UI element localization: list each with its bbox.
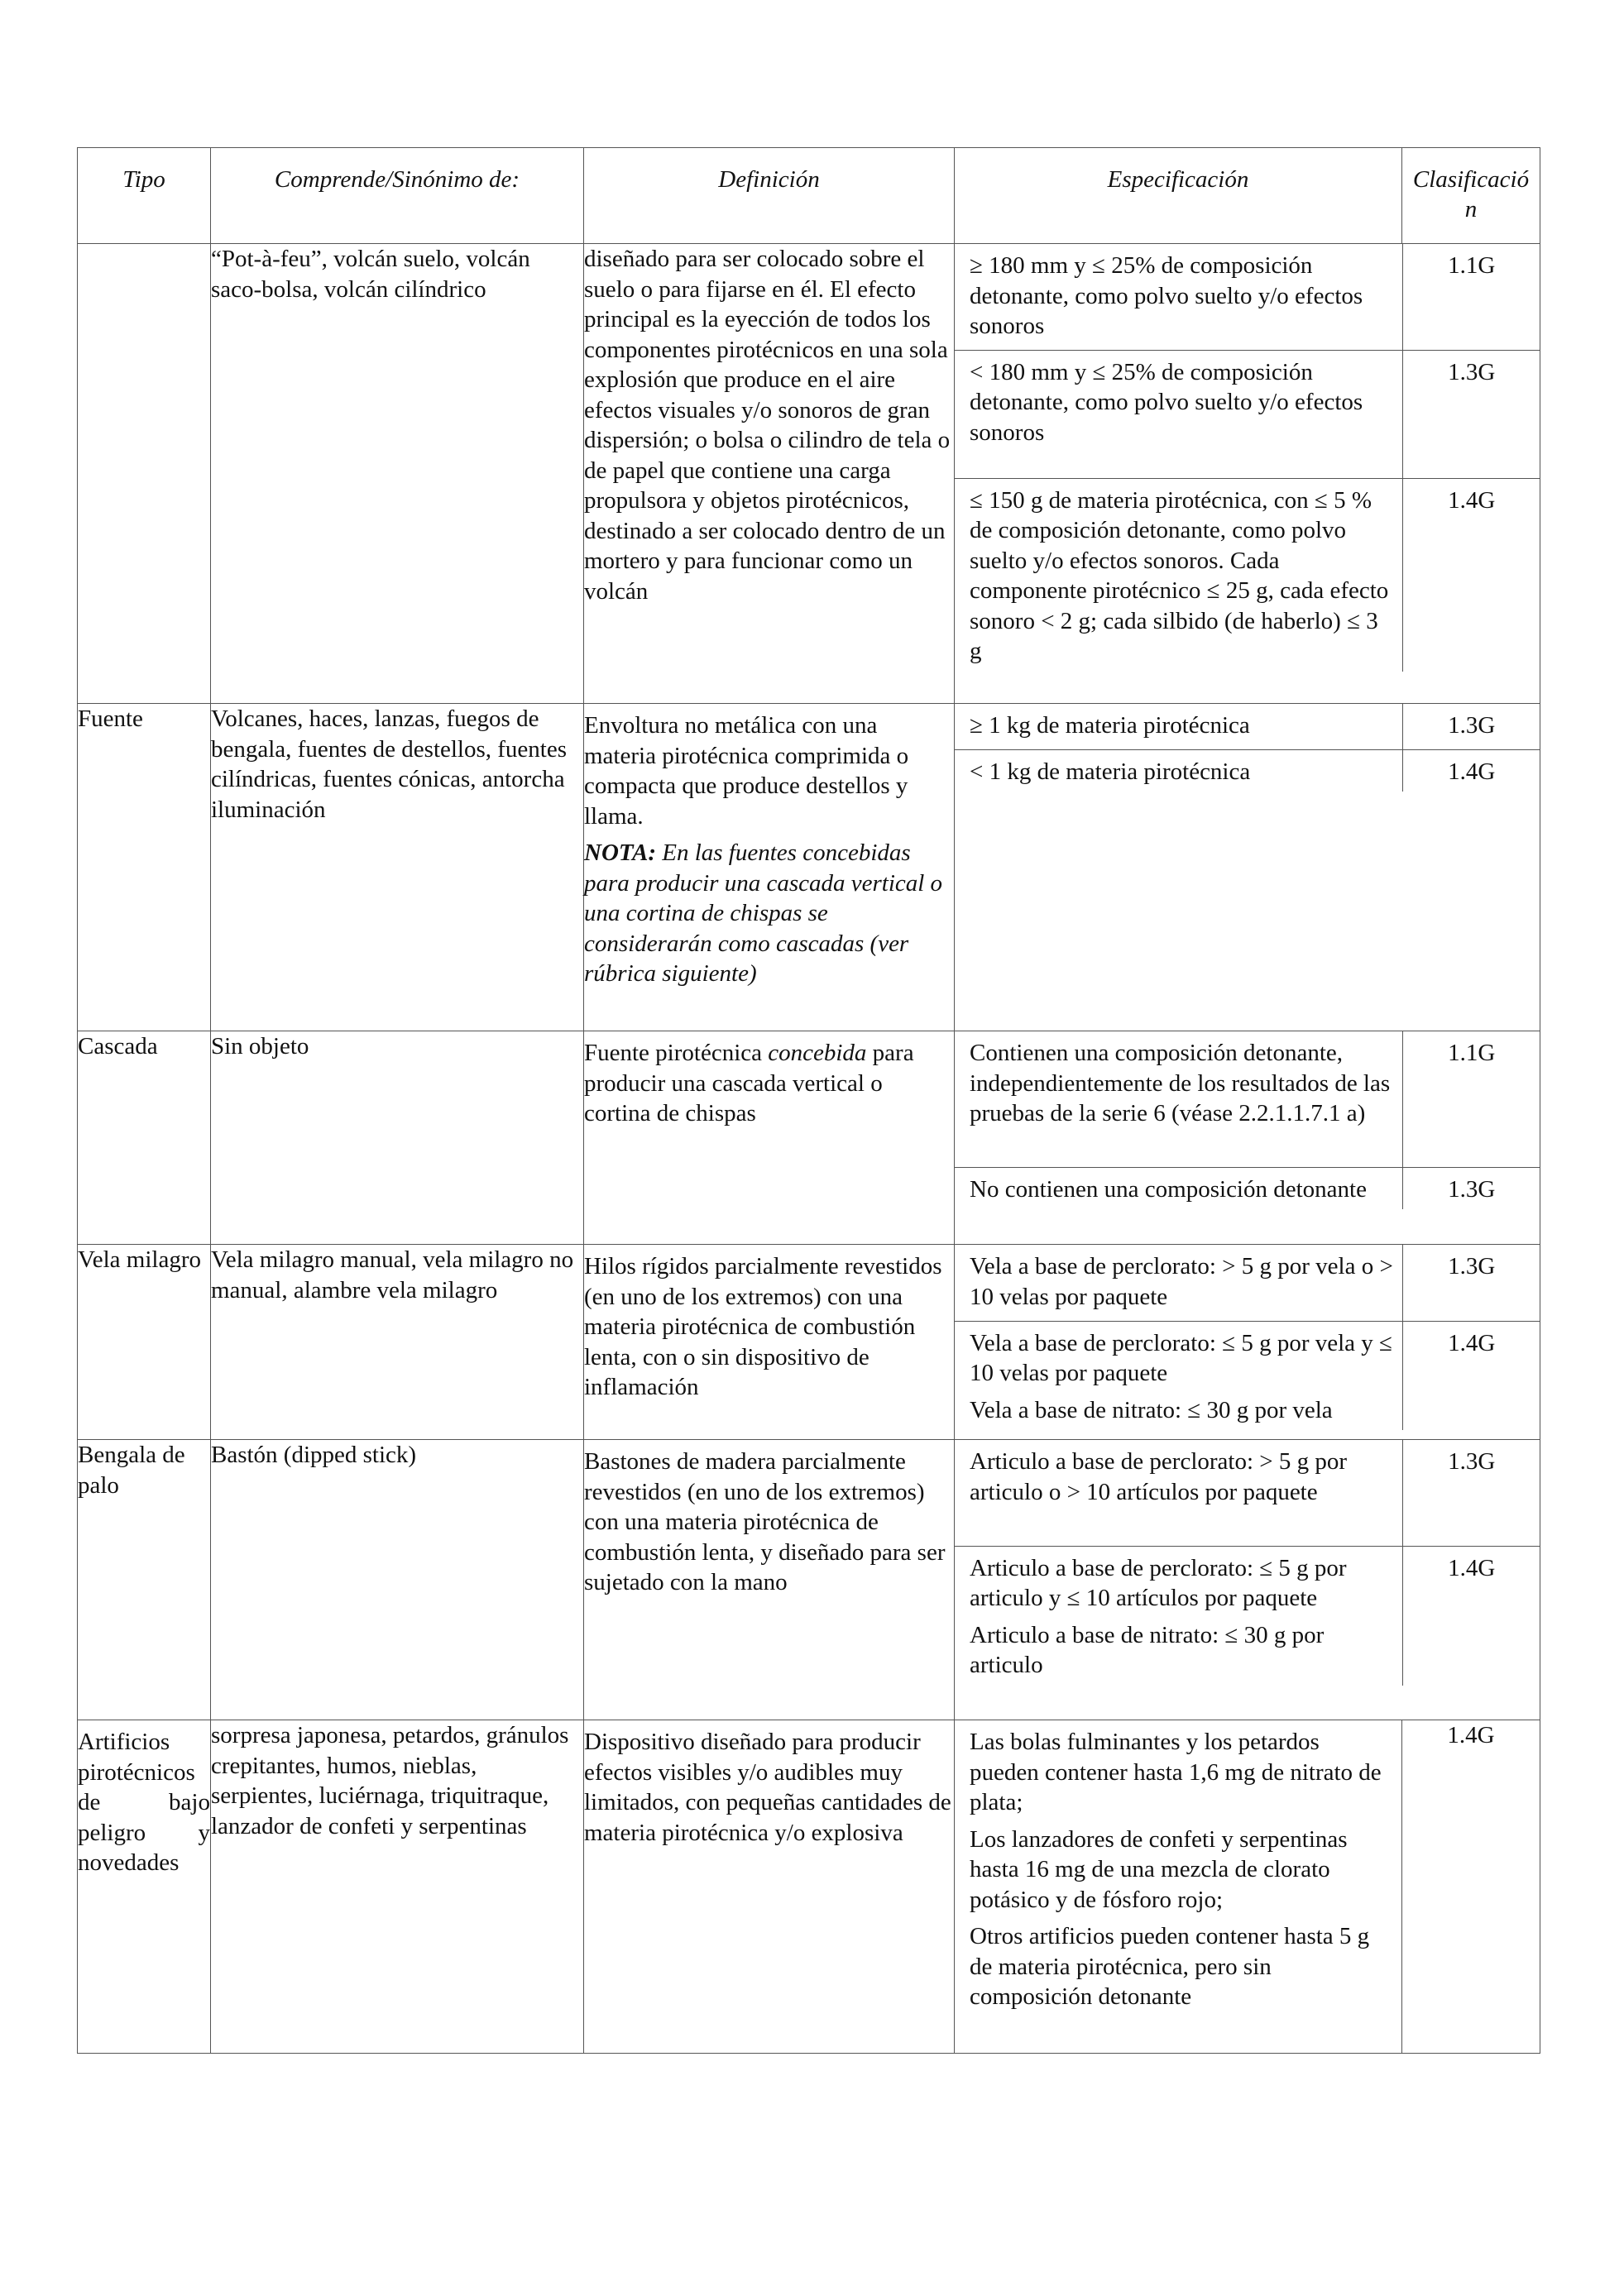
- cell-tipo: Fuente: [78, 704, 211, 1031]
- spec-text: ≥ 180 mm y ≤ 25% de composición detonante, como polvo suelto y/o efectos sonoros: [955, 244, 1402, 350]
- spec-class: 1.4G: [1448, 758, 1496, 785]
- spec-class: 1.4G: [1448, 1329, 1496, 1356]
- definicion-text: Envoltura no metálica con una materia pirotécnica comprimida o compacta que produce destellos y llama.: [584, 712, 909, 830]
- spec-class: 1.3G: [1402, 1245, 1540, 1321]
- table-row-volcan: [78, 244, 1540, 704]
- spec-class: 1.3G: [1402, 704, 1540, 749]
- header-clasificacion: Clasificació n: [1402, 148, 1540, 244]
- spec-text: ≥ 1 kg de materia pirotécnica: [955, 704, 1402, 749]
- spec-line: Vela a base de perclorato: ≤ 5 g por vela y ≤ 10 velas por paquete: [970, 1329, 1392, 1386]
- cell-comprende: Sin objeto: [211, 1031, 584, 1245]
- cell-specs: [955, 1031, 1540, 1245]
- cell-definicion: [584, 704, 955, 1031]
- spec-subtable: [955, 704, 1540, 792]
- nota-text: [584, 838, 954, 989]
- spec-line: Los lanzadores de confeti y serpentinas hasta 16 mg de una mezcla de clorato potásico y de fósforo rojo;: [970, 1825, 1348, 1913]
- table-row-fuente: [78, 704, 1540, 1031]
- spec-text: No contienen una composición detonante: [955, 1167, 1402, 1209]
- header-tipo: Tipo: [78, 148, 211, 244]
- cell-tipo: Vela milagro: [78, 1245, 211, 1440]
- cell-clasificacion: 1.4G: [1402, 1720, 1540, 2054]
- spec-row: [955, 1031, 1540, 1167]
- nota-body: En las fuentes concebidas para producir una cascada vertical o una cortina de chispas se considerarán como cascadas (ver rúbrica siguiente): [584, 839, 943, 987]
- spec-class: 1.4G: [1448, 1554, 1496, 1581]
- header-comprende: Comprende/Sinónimo de:: [211, 148, 584, 244]
- spec-subtable: [955, 244, 1540, 672]
- cell-comprende: “Pot-à-feu”, volcán suelo, volcán saco-bolsa, volcán cilíndrico: [211, 244, 584, 704]
- spec-subtable: [955, 1440, 1540, 1686]
- header-especificacion: Especificación: [955, 148, 1402, 244]
- cell-tipo: Artificios pirotécnicos de bajo peligro y novedades: [78, 1720, 211, 2054]
- spec-row: [955, 704, 1540, 749]
- spec-text: ≤ 150 g de materia pirotécnica, con ≤ 5 % de composición detonante, como polvo suelto y/o efectos sonoros. Cada componente pirotécnico ≤ 25 g, cada efecto sonoro < 2 g; cada silbido (de haberlo) ≤ 3 g: [955, 478, 1402, 672]
- spec-class: 1.1G: [1402, 1031, 1540, 1167]
- spec-row: [955, 244, 1540, 350]
- table-row-cascada: [78, 1031, 1540, 1245]
- spec-text: < 180 mm y ≤ 25% de composición detonante, como polvo suelto y/o efectos sonoros: [955, 350, 1402, 478]
- cell-specs: [955, 1720, 1402, 2054]
- spec-row: [955, 1167, 1540, 1209]
- pyrotechnics-classification-table: [77, 147, 1540, 2054]
- cell-specs: [955, 1440, 1540, 1720]
- cell-comprende: Volcanes, haces, lanzas, fuegos de bengala, fuentes de destellos, fuentes cilíndricas, fuentes cónicas, antorcha iluminación: [211, 704, 584, 1031]
- spec-text: Vela a base de perclorato: > 5 g por vela o > 10 velas por paquete: [955, 1245, 1402, 1321]
- spec-text: [955, 1546, 1402, 1686]
- cell-specs: [955, 1245, 1540, 1440]
- table-row-artificios: [78, 1720, 1540, 2054]
- spec-row: [955, 478, 1540, 672]
- spec-line: Articulo a base de perclorato: ≤ 5 g por articulo y ≤ 10 artículos por paquete: [970, 1554, 1347, 1611]
- spec-line: Las bolas fulminantes y los petardos pueden contener hasta 1,6 mg de nitrato de plata;: [970, 1729, 1382, 1815]
- spec-text: Contienen una composición detonante, independientemente de los resultados de las pruebas de la serie 6 (véase 2.2.1.1.7.1 a): [955, 1031, 1402, 1167]
- cell-tipo: Cascada: [78, 1031, 211, 1245]
- header-row: [78, 148, 1540, 244]
- spec-subtable: [955, 1031, 1540, 1209]
- cell-tipo: Bengala de palo: [78, 1440, 211, 1720]
- table-row-vela-milagro: [78, 1245, 1540, 1440]
- cell-specs: [955, 244, 1540, 704]
- cell-comprende: Bastón (dipped stick): [211, 1440, 584, 1720]
- spec-row: [955, 1321, 1540, 1430]
- table-row-bengala: [78, 1440, 1540, 1720]
- cell-comprende: Vela milagro manual, vela milagro no manual, alambre vela milagro: [211, 1245, 584, 1440]
- spec-line: Otros artificios pueden contener hasta 5 g de materia pirotécnica, pero sin composición detonante: [970, 1923, 1370, 2010]
- nota-label: NOTA:: [584, 839, 656, 866]
- cell-tipo: [78, 244, 211, 704]
- spec-row: [955, 1546, 1540, 1686]
- spec-row: [955, 350, 1540, 478]
- spec-line: Vela a base de nitrato: ≤ 30 g por vela: [970, 1396, 1333, 1423]
- cell-definicion: Fuente pirotécnica concebida para producir una cascada vertical o cortina de chispas: [584, 1031, 955, 1245]
- spec-text: Articulo a base de perclorato: > 5 g por articulo o > 10 artículos por paquete: [955, 1440, 1402, 1546]
- spec-text: < 1 kg de materia pirotécnica: [955, 749, 1402, 792]
- cell-specs: [955, 704, 1540, 1031]
- spec-class: 1.1G: [1402, 244, 1540, 350]
- spec-row: [955, 1440, 1540, 1546]
- definicion-emphasis: concebida: [768, 1040, 867, 1066]
- spec-class: 1.3G: [1402, 350, 1540, 478]
- spec-text: [955, 1321, 1402, 1430]
- cell-definicion: Bastones de madera parcialmente revestidos (en uno de los extremos) con una materia pirotécnica de combustión lenta, y diseñado para ser sujetado con la mano: [584, 1440, 955, 1720]
- spec-class: 1.4G: [1448, 486, 1496, 514]
- spec-class: 1.3G: [1402, 1440, 1540, 1546]
- cell-definicion: diseñado para ser colocado sobre el suelo o para fijarse en él. El efecto principal es la eyección de todos los componentes pirotécnicos en una sola explosión que produce en el aire efectos visuales y/o sonoros de gran dispersión; o bolsa o cilindro de tela o de papel que contiene una carga propulsora y objetos pirotécnicos, destinado a ser colocado dentro de un mortero y para funcionar como un volcán: [584, 244, 955, 704]
- spec-row: [955, 1245, 1540, 1321]
- cell-definicion: Hilos rígidos parcialmente revestidos (en uno de los extremos) con una materia pirotécnica de combustión lenta, con o sin dispositivo de inflamación: [584, 1245, 955, 1440]
- cell-definicion: Dispositivo diseñado para producir efectos visibles y/o audibles muy limitados, con pequeñas cantidades de materia pirotécnica y/o explosiva: [584, 1720, 955, 2054]
- header-definicion: Definición: [584, 148, 955, 244]
- spec-line: Articulo a base de nitrato: ≤ 30 g por articulo: [970, 1621, 1325, 1678]
- spec-subtable: [955, 1245, 1540, 1430]
- spec-row: [955, 749, 1540, 792]
- cell-comprende: sorpresa japonesa, petardos, gránulos crepitantes, humos, nieblas, serpientes, luciérnaga, triquitraque, lanzador de confeti y serpentinas: [211, 1720, 584, 2054]
- spec-class: 1.3G: [1448, 1175, 1496, 1203]
